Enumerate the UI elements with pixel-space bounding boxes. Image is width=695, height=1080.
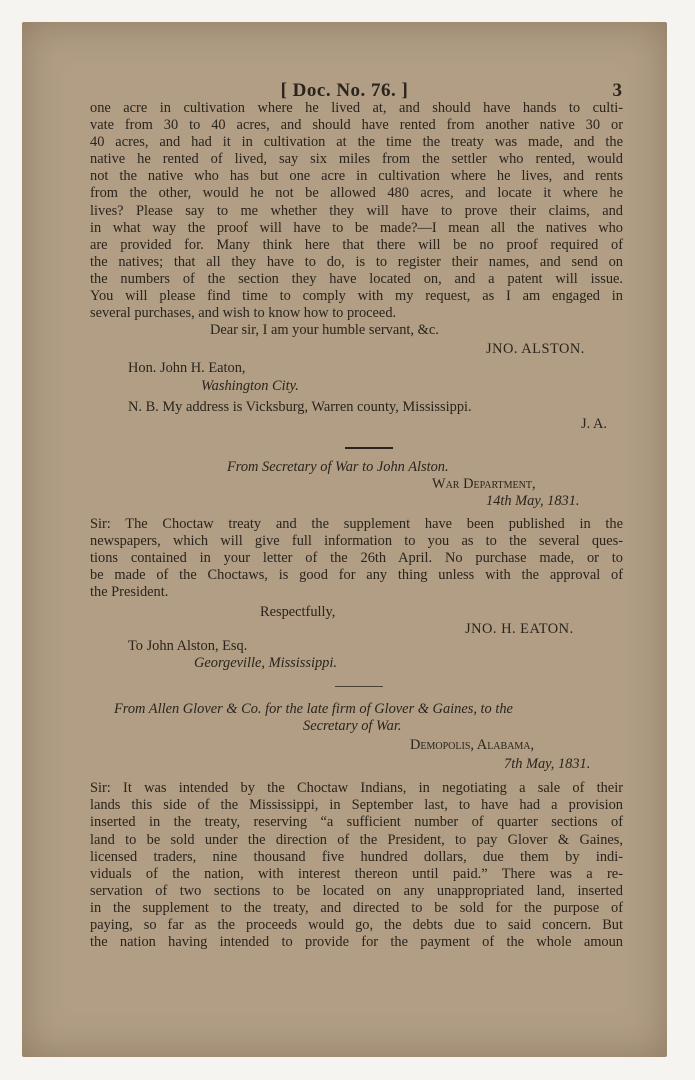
text-line: You will please find time to comply with my request, as I am engaged in <box>90 288 623 305</box>
text-line: Sir: The Choctaw treaty and the supplement have been published in the <box>90 516 623 533</box>
addressee-place: Washington City. <box>201 377 299 394</box>
letter-alston-body <box>90 100 623 433</box>
letter-heading: From Secretary of War to John Alston. <box>227 458 449 475</box>
letter-signature: JNO. H. EATON. <box>465 620 574 637</box>
text-line: servation of two sections to be located on any unappropriated land, inserted <box>90 882 623 899</box>
initials: J. A. <box>581 415 607 432</box>
letter-closing: Dear sir, I am your humble servant, &c. <box>210 322 439 339</box>
addressee-place: Georgeville, Mississippi. <box>194 654 337 671</box>
page-body <box>90 100 623 951</box>
text-line: Sir: It was intended by the Choctaw Indians, in negotiating a sale of their <box>90 780 623 797</box>
text-line: not the native who has but one acre in cultivation where he lives, and rents <box>90 168 623 185</box>
sender-place: Demopolis, Alabama, <box>410 737 535 754</box>
letter-signature: JNO. ALSTON. <box>486 341 585 358</box>
page-number: 3 <box>612 80 622 101</box>
letter-heading-cont: Secretary of War. <box>303 718 402 734</box>
text-line: tions contained in your letter of the 26th April. No purchase made, or to <box>90 550 623 567</box>
letter-date: 14th May, 1831. <box>486 492 580 509</box>
text-line: the President. <box>90 584 169 601</box>
section-divider <box>345 447 393 449</box>
text-line: lives? Please say to me whether they will have to prove their claims, and <box>90 202 623 219</box>
text-line: the numbers of the section they have located on, and a patent will issue. <box>90 270 623 287</box>
text-line: from the other, would he not be allowed 480 acres, and locate it where he <box>90 185 623 202</box>
addressee-name: To John Alston, Esq. <box>128 637 248 654</box>
text-line: land to be sold under the direction of the President, to pay Glover & Gaines, <box>90 831 623 848</box>
text-line: lands this side of the Mississippi, in September last, to have had a provision <box>90 797 623 814</box>
text-line: are provided for. Many think here that there will be no proof required of <box>90 236 623 253</box>
sender-department: War Department, <box>432 475 536 492</box>
addressee-name: Hon. John H. Eaton, <box>128 360 246 377</box>
nb-note: N. B. My address is Vicksburg, Warren county, Mississippi. <box>128 398 472 415</box>
text-line: vate from 30 to 40 acres, and should have rented from another native 30 or <box>90 117 623 134</box>
letter-closing: Respectfully, <box>260 603 336 620</box>
text-line: paying, so far as the proceeds would go, the debts due to said concern. But <box>90 917 623 934</box>
section-divider <box>335 686 383 687</box>
text-line: inserted in the treaty, reserving “a sufficient number of quarter sections of <box>90 814 623 831</box>
text-line: in the supplement to the treaty, and directed to be sold for the purpose of <box>90 899 623 916</box>
text-line: native he rented of lived, say six miles from the settler who rented, would <box>90 151 623 168</box>
text-line: one acre in cultivation where he lived at, and should have hands to culti- <box>90 100 623 116</box>
letter-date: 7th May, 1831. <box>504 756 591 773</box>
text-line: several purchases, and wish to know how to proceed. <box>90 305 397 322</box>
text-line: in what way the proof will have to be made?—I mean all the natives who <box>90 219 623 236</box>
text-line: newspapers, which will give full information to you as to the several ques- <box>90 533 623 550</box>
text-line: 40 acres, and had it in cultivation at the time the treaty was made, and the <box>90 134 623 151</box>
text-line: be made of the Choctaws, is good for any thing unless with the approval of <box>90 567 623 584</box>
letter-eaton <box>90 459 623 672</box>
text-line: the natives; that all they have to do, is to register their names, and send on <box>90 253 623 270</box>
document-number: [ Doc. No. 76. ] <box>280 80 409 101</box>
letter-heading: From Allen Glover & Co. for the late firm of Glover & Gaines, to the <box>114 700 513 717</box>
text-line: viduals of the nation, with interest thereon until paid.” There was a re- <box>90 865 623 882</box>
text-line: licensed traders, nine thousand five hundred dollars, due them by indi- <box>90 848 623 865</box>
letter-glover <box>90 701 623 951</box>
text-line: the nation having intended to provide for the payment of the whole amoun <box>90 934 623 951</box>
